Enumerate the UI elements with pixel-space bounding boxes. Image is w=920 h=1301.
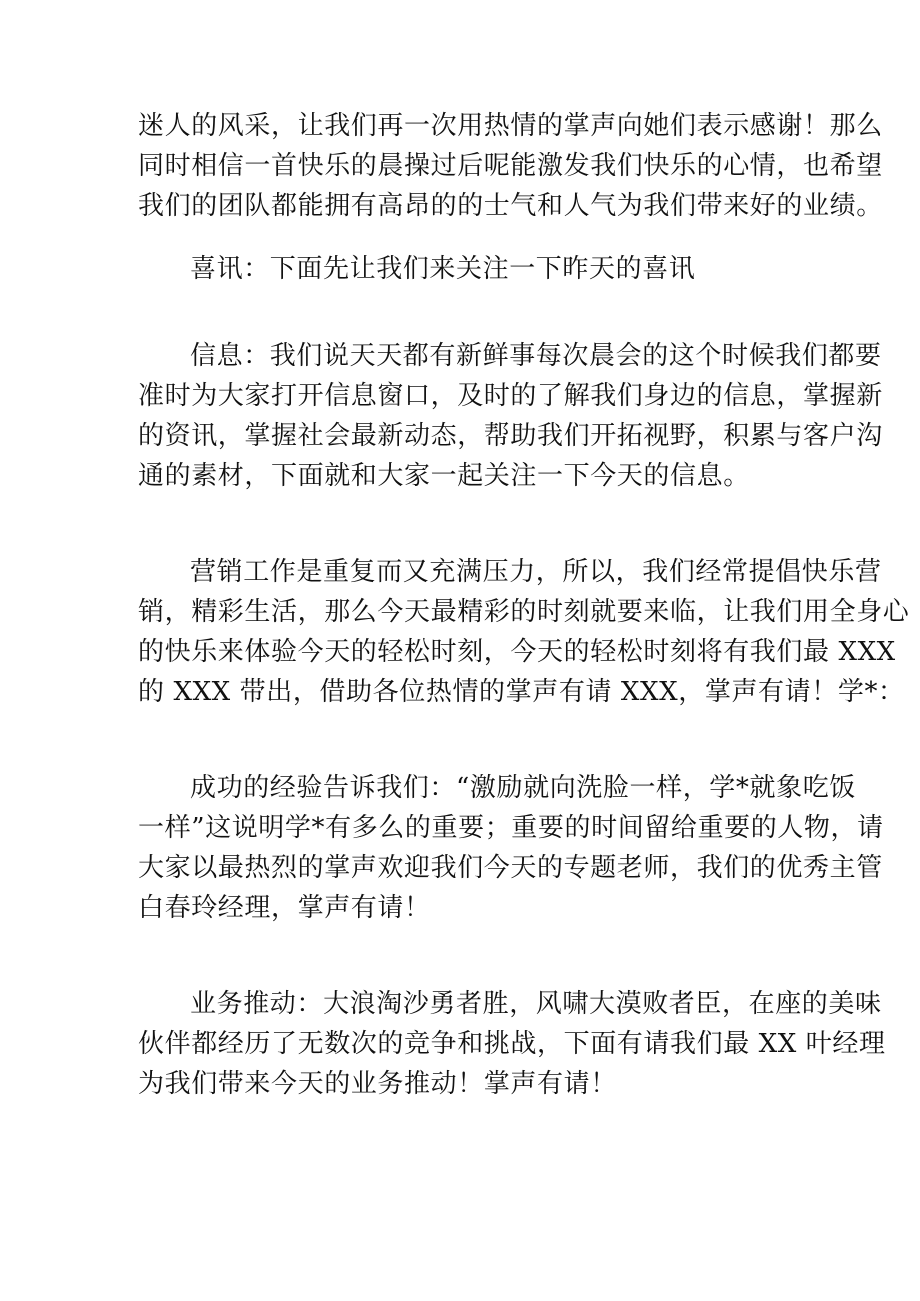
paragraph-success-experience bbox=[138, 768, 884, 928]
text-line: 大家以最热烈的掌声欢迎我们今天的专题老师，我们的优秀主管 bbox=[138, 853, 883, 883]
text-line: 同时相信一首快乐的晨操过后呢能激发我们快乐的心情，也希望 bbox=[138, 151, 883, 181]
text-line: 喜讯：下面先让我们来关注一下昨天的喜讯 bbox=[190, 254, 696, 284]
text-line: 成功的经验告诉我们：“激励就向洗脸一样，学*就象吃饭 bbox=[190, 773, 856, 803]
text-line: 的资讯，掌握社会最新动态，帮助我们开拓视野，积累与客户沟 bbox=[138, 421, 883, 451]
text-line: 信息：我们说天天都有新鲜事每次晨会的这个时候我们都要 bbox=[190, 341, 882, 371]
text-line: 迷人的风采，让我们再一次用热情的掌声向她们表示感谢！那么 bbox=[138, 111, 883, 141]
paragraph-good-news bbox=[138, 249, 798, 289]
paragraph-closing-remarks bbox=[138, 106, 883, 226]
text-line: 营销工作是重复而又充满压力，所以，我们经常提倡快乐营 bbox=[190, 557, 882, 587]
text-line: 业务推动：大浪淘沙勇者胜，风啸大漠败者臣，在座的美味 bbox=[190, 989, 882, 1019]
paragraph-business-promotion bbox=[138, 984, 886, 1104]
paragraph-marketing bbox=[138, 552, 910, 712]
text-line: 白春玲经理，掌声有请！ bbox=[138, 893, 431, 923]
paragraph-information bbox=[138, 336, 883, 496]
text-line: 伙伴都经历了无数次的竞争和挑战，下面有请我们最 XX 叶经理 bbox=[138, 1029, 886, 1059]
text-line: 的 XXX 带出，借助各位热情的掌声有请 XXX，掌声有请！学*： bbox=[138, 677, 905, 707]
text-line: 销，精彩生活，那么今天最精彩的时刻就要来临，让我们用全身心 bbox=[138, 597, 910, 627]
text-line: 通的素材，下面就和大家一起关注一下今天的信息。 bbox=[138, 461, 750, 491]
text-line: 的快乐来体验今天的轻松时刻，今天的轻松时刻将有我们最 XXX bbox=[138, 637, 896, 667]
text-line: 准时为大家打开信息窗口，及时的了解我们身边的信息，掌握新 bbox=[138, 381, 883, 411]
text-line: 为我们带来今天的业务推动！掌声有请！ bbox=[138, 1069, 617, 1099]
text-line: 一样”这说明学*有多么的重要；重要的时间留给重要的人物，请 bbox=[138, 813, 884, 843]
text-line: 我们的团队都能拥有高昂的的士气和人气为我们带来好的业绩。 bbox=[138, 191, 883, 221]
